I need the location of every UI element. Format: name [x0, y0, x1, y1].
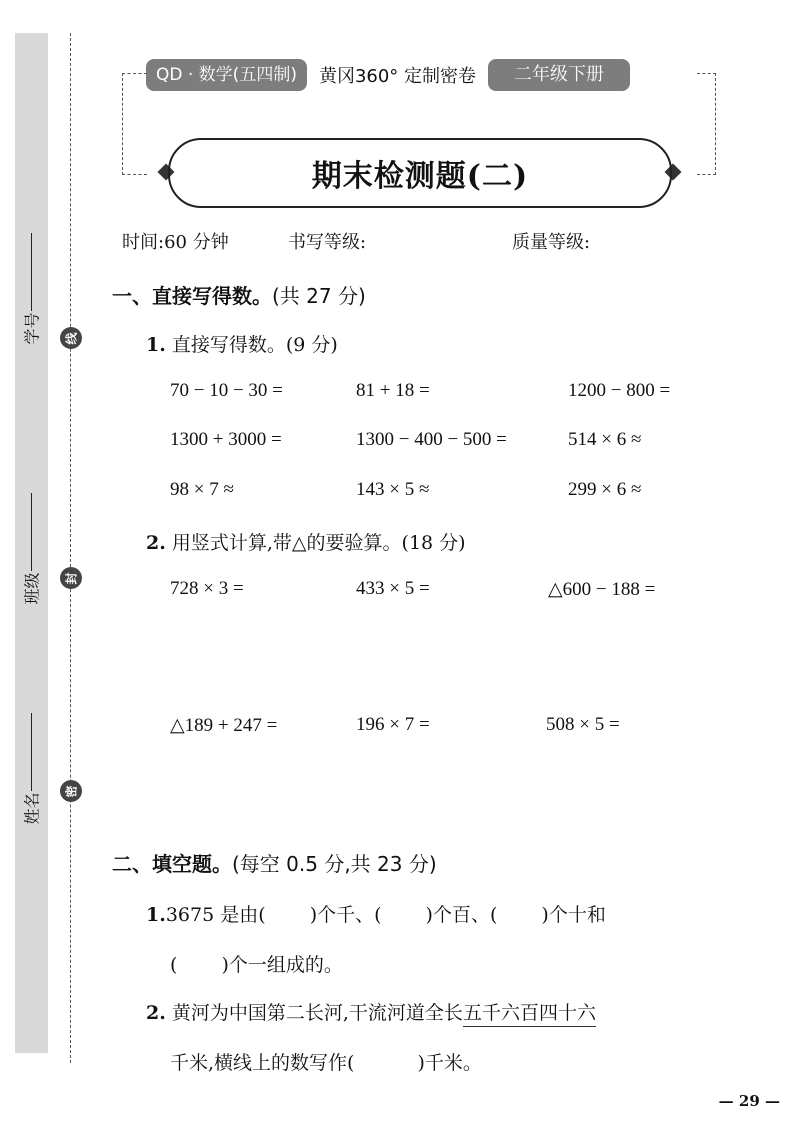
math-expression: 196 × 7 =: [356, 714, 430, 735]
math-expression: 98 × 7 ≈: [170, 479, 234, 500]
grade-pill: 二年级下册: [488, 59, 630, 91]
name-line: [31, 713, 32, 791]
subject-pill: QD · 数学(五四制): [146, 59, 307, 91]
question-1-2: 2. 用竖式计算,带△的要验算。(18 分): [146, 532, 466, 554]
section-2-heading: 二、填空题。(每空 0.5 分,共 23 分): [112, 852, 437, 876]
math-expression: 514 × 6 ≈: [568, 429, 642, 450]
math-expression: △189 + 247 =: [170, 715, 278, 736]
question-2-2-continued: 千米,横线上的数写作( )千米。: [170, 1052, 482, 1074]
header-bracket-right: [697, 73, 716, 175]
page-title: 期末检测题(二): [311, 159, 529, 194]
time-label: 时间:60 分钟: [122, 232, 229, 253]
student-id-line: [31, 233, 32, 311]
name-label: 姓名: [22, 792, 42, 825]
class-line: [31, 493, 32, 571]
math-expression: 143 × 5 ≈: [356, 479, 430, 500]
math-expression: 299 × 6 ≈: [568, 479, 642, 500]
math-expression: 728 × 3 =: [170, 578, 244, 599]
series-name: 黄冈360° 定制密卷: [318, 66, 477, 87]
math-expression: 1200 − 800 =: [568, 380, 671, 401]
math-expression: 1300 + 3000 =: [170, 429, 282, 450]
seal-seal-mark: 封: [60, 567, 82, 589]
question-2-1-continued: ( )个一组成的。: [170, 954, 343, 976]
seal-secret-mark: 密: [60, 780, 82, 802]
class-label: 班级: [22, 572, 42, 605]
page-number: — 29 —: [718, 1092, 780, 1110]
header-bracket-left: [122, 73, 147, 175]
student-id-label: 学号: [22, 312, 42, 345]
exam-header: [146, 58, 630, 92]
quality-grade-label: 质量等级:: [512, 232, 591, 253]
math-expression: 508 × 5 =: [546, 714, 620, 735]
question-1-1: 1. 直接写得数。(9 分): [146, 334, 338, 356]
math-expression: △600 − 188 =: [548, 579, 656, 600]
math-expression: 1300 − 400 − 500 =: [356, 429, 507, 450]
underlined-number-words: 五千六百四十六: [463, 1002, 596, 1027]
writing-grade-label: 书写等级:: [288, 232, 367, 253]
math-expression: 433 × 5 =: [356, 578, 430, 599]
class-field: [15, 493, 48, 605]
title-banner: [168, 138, 672, 208]
student-id-field: [15, 233, 48, 345]
question-2-1: 1.3675 是由( )个千、( )个百、( )个十和: [146, 904, 606, 926]
seal-dotted-line: [70, 33, 71, 1063]
seal-line-mark: 线: [60, 327, 82, 349]
math-expression: 70 − 10 − 30 =: [170, 380, 283, 401]
math-expression: 81 + 18 =: [356, 380, 430, 401]
name-field: [15, 713, 48, 825]
binding-strip: [15, 33, 48, 1053]
section-1-heading: 一、直接写得数。(共 27 分): [112, 284, 366, 308]
question-2-2: 2. 黄河为中国第二长河,干流河道全长五千六百四十六: [146, 998, 596, 1025]
